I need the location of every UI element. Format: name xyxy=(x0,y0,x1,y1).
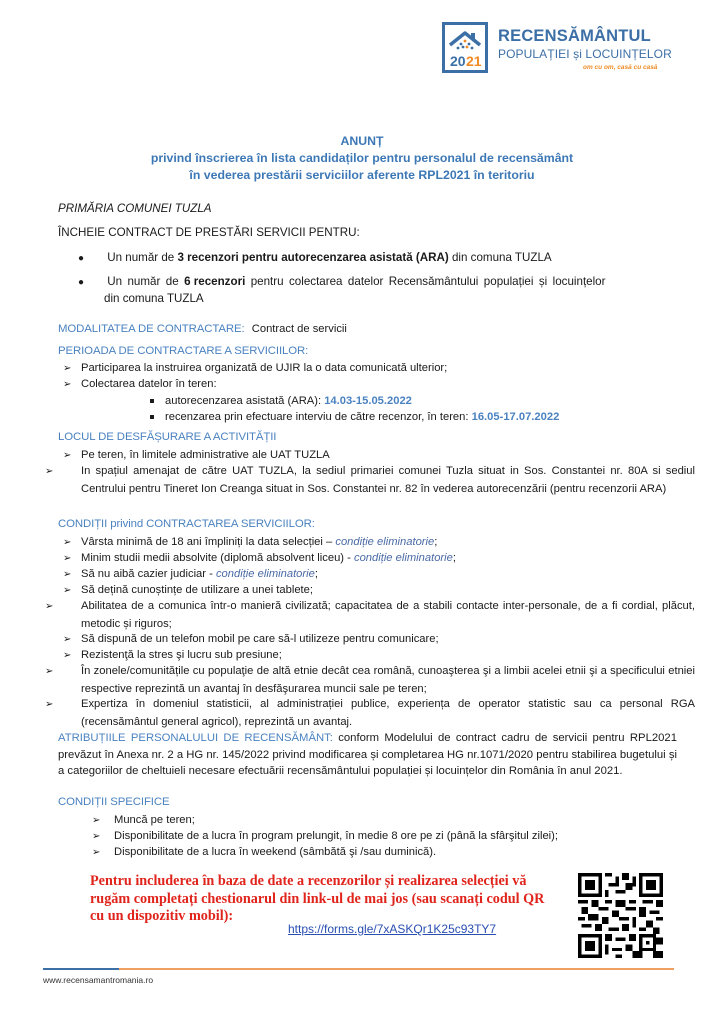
arrow-bullet-icon: ➢ xyxy=(63,650,72,661)
section-header-conditii: CONDIȚII privind CONTRACTAREA SERVICIILOR: xyxy=(58,518,315,530)
arrow-bullet-icon: ➢ xyxy=(63,537,72,548)
section-header-specifice: CONDIȚII SPECIFICE xyxy=(58,796,170,808)
conditie-item: ➢ Să dispună de un telefon mobil pe care să-l utilizeze pentru comunicare; xyxy=(63,631,439,648)
section-header-locul: LOCUL DE DESFĂȘURARE A ACTIVITĂȚII xyxy=(58,431,277,443)
specific-item: ➢ Disponibilitate de a lucra în program prelungit, în medie 8 ore pe zi (până la sfârşitul zilei); xyxy=(92,828,558,845)
arrow-bullet-icon: ➢ xyxy=(92,847,101,858)
intro-item: ● Un număr de 3 recenzori pentru autorecenzarea asistată (ARA) din comuna TUZLA xyxy=(78,249,552,267)
heading-line-2: privind înscrierea în lista candidaților pentru personalul de recensământ xyxy=(150,151,574,165)
locul-item: ➢ Pe teren, în limitele administrative ale UAT TUZLA xyxy=(63,447,330,464)
section-header-modalitate: MODALITATEA DE CONTRACTARE: xyxy=(58,323,245,335)
qr-code[interactable] xyxy=(578,873,663,958)
arrow-bullet-icon: ➢ xyxy=(63,569,72,580)
conditie-item: ➢ În zonele/comunitățile cu populaţie de altă etnie decât cea română, cunoaşterea şi a limbii acelei etnii şi a specificului etniei respective reprezintă un avantaj în desfăşurarea muncii sale pe teren; xyxy=(45,665,695,695)
section-header-atributii: ATRIBUȚIILE PERSONALULUI DE RECENSĂMÂNT: xyxy=(58,732,333,744)
contract-line: ÎNCHEIE CONTRACT DE PRESTĂRI SERVICII PENTRU: xyxy=(58,226,360,239)
bullet-icon: ● xyxy=(78,253,85,264)
arrow-bullet-icon: ➢ xyxy=(45,666,54,677)
bullet-icon: ● xyxy=(78,277,85,288)
heading-line-3: în vederea prestării serviciilor aferente RPL2021 în teritoriu xyxy=(189,168,535,182)
square-bullet-icon xyxy=(150,399,154,403)
conditie-item: ➢ Minim studii medii absolvite (diplomă absolvent liceu) - condiție eliminatorie; xyxy=(63,550,456,567)
specific-item: ➢ Muncă pe teren; xyxy=(92,812,195,829)
modalitate-value: Contract de servicii xyxy=(251,323,347,335)
logo-year-left: 20 xyxy=(450,53,466,69)
footer-divider-blue xyxy=(43,968,119,970)
footer-divider-orange xyxy=(119,968,674,970)
arrow-bullet-icon: ➢ xyxy=(63,634,72,645)
arrow-bullet-icon: ➢ xyxy=(92,831,101,842)
arrow-bullet-icon: ➢ xyxy=(63,379,72,390)
arrow-bullet-icon: ➢ xyxy=(45,466,54,477)
footer-website: www.recensamantromania.ro xyxy=(43,975,154,985)
atributii-paragraph: ATRIBUȚIILE PERSONALULUI DE RECENSĂMÂNT: conform Modelului de contract cadru de servicii pentru RPL2021 prevăzut în Anexa nr. 2 a HG nr. 145/2022 privind modificarea și completarea HG nr.1071/2020 pentru stabilirea bugetului și a categoriilor de cheltuieli necesare efectuării recensământului populației și locuințelor din România în anul 2021. xyxy=(58,732,677,777)
perioada-subitem: recenzarea prin efectuare interviu de către recenzor, în teren: 16.05-17.07.2022 xyxy=(150,409,559,426)
conditie-item: ➢ Să dețină cunoștințe de utilizare a unei tablete; xyxy=(63,582,313,599)
intro-item-continuation: din comuna TUZLA xyxy=(104,292,204,305)
cta-text: Pentru includerea în baza de date a recenzorilor și realizarea selecției vă rugăm completați chestionarul din link-ul de mai jos (sau scanați codul QR cu un dispozitiv mobil): xyxy=(90,873,545,924)
logo-tagline: om cu om, casă cu casă xyxy=(583,64,658,71)
heading-title: ANUNȚ xyxy=(340,134,384,148)
perioada-subitem: autorecenzarea asistată (ARA): 14.03-15.05.2022 xyxy=(150,393,412,410)
perioada-item: ➢ Participarea la instruirea organizată de UJIR la o data comunicată ulterior; xyxy=(63,360,447,377)
date-interviu: 16.05-17.07.2022 xyxy=(471,411,560,423)
conditie-item: ➢ Abilitatea de a comunica într-o manieră civilizată; capacitatea de a stabili contacte inter-personale, de a fi cordial, plăcut, metodic și riguros; xyxy=(45,600,695,630)
conditie-item: ➢ Rezistenţă la stres şi lucru sub presiune; xyxy=(63,647,282,664)
square-bullet-icon xyxy=(150,415,154,419)
specific-item: ➢ Disponibilitate de a lucra în weekend (sâmbătă şi /sau duminică). xyxy=(92,844,436,861)
form-link[interactable]: https://forms.gle/7xASKQr1K25c93TY7 xyxy=(288,922,497,936)
date-ara: 14.03-15.05.2022 xyxy=(324,395,412,407)
logo-title: RECENSĂMÂNTUL xyxy=(498,27,651,45)
arrow-bullet-icon: ➢ xyxy=(63,450,72,461)
section-header-perioada: PERIOADA DE CONTRACTARE A SERVICIILOR: xyxy=(58,345,309,357)
arrow-bullet-icon: ➢ xyxy=(63,585,72,596)
arrow-bullet-icon: ➢ xyxy=(45,601,54,612)
logo-emblem xyxy=(442,22,488,73)
institution-name: PRIMĂRIA COMUNEI TUZLA xyxy=(58,202,212,215)
logo-subtitle: POPULAȚIEI și LOCUINȚELOR xyxy=(498,47,672,61)
arrow-bullet-icon: ➢ xyxy=(63,363,72,374)
conditie-item: ➢ Expertiza în domeniul statisticii, al administrației publice, experiența de operator statistic sau ca personal RGA (recensământul general agricol), reprezintă un avantaj. xyxy=(45,698,695,728)
logo-year-right: 21 xyxy=(466,53,482,69)
arrow-bullet-icon: ➢ xyxy=(45,699,54,710)
announcement-heading xyxy=(0,133,724,184)
house-icon xyxy=(447,28,483,70)
perioada-item: ➢ Colectarea datelor în teren: xyxy=(63,376,217,393)
conditie-item: ➢ Să nu aibă cazier judiciar - condiție eliminatorie; xyxy=(63,566,318,583)
arrow-bullet-icon: ➢ xyxy=(63,553,72,564)
census-logo xyxy=(442,22,682,78)
modalitate-row xyxy=(58,320,347,338)
arrow-bullet-icon: ➢ xyxy=(92,815,101,826)
intro-item: ● Un număr de 6 recenzori pentru colectarea datelor Recensământului populației și locuințelor xyxy=(78,273,606,291)
conditie-item: ➢ Vârsta minimă de 18 ani împliniți la data selecției – condiție eliminatorie; xyxy=(63,534,437,551)
locul-item: ➢ In spațiul amenajat de către UAT TUZLA, la sediul primariei comunei Tuzla situat in Sos. Constantei nr. 80A si sediul Centrului pentru Tineret Ion Creanga situat in Sos. Constantei nr. 82 în vederea autorecenzării (pentru recenzorii ARA) xyxy=(45,465,695,495)
